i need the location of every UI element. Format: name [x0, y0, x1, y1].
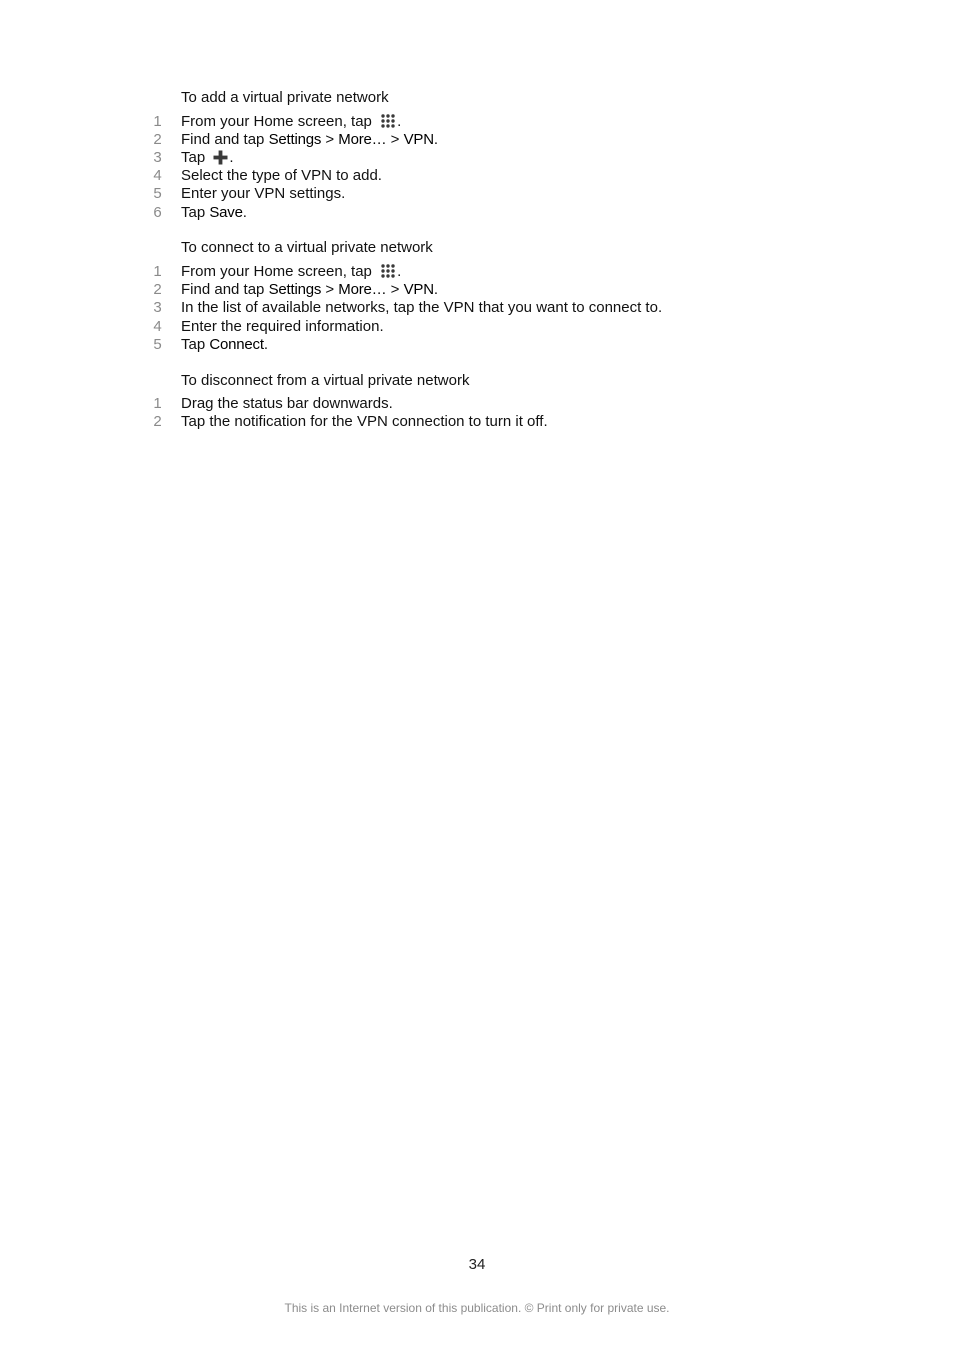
step-number: 3: [153, 149, 162, 166]
step-text: Enter your VPN settings.: [181, 185, 346, 202]
step-text: [181, 149, 234, 167]
footer-note: This is an Internet version of this publication. © Print only for private use.: [284, 1301, 670, 1315]
step-punctuation: .: [242, 204, 247, 221]
step-number: 2: [153, 281, 162, 298]
step-text-part: From your Home screen, tap: [181, 263, 377, 280]
list-item: [0, 263, 954, 281]
page-number: 34: [468, 1256, 486, 1273]
step-text: [181, 204, 247, 222]
step-text: Select the type of VPN to add.: [181, 167, 382, 184]
section-title: To disconnect from a virtual private network: [181, 372, 470, 389]
step-text: [181, 131, 438, 149]
ui-term-vpn: VPN: [403, 281, 434, 298]
apps-grid-icon: [380, 263, 396, 279]
step-text-part: Find and tap: [181, 131, 269, 148]
list-item: [0, 281, 954, 299]
path-separator: >: [386, 281, 404, 298]
step-number: 1: [153, 263, 162, 280]
list-item: [0, 167, 954, 185]
step-number: 2: [153, 131, 162, 148]
ui-term-settings: Settings: [268, 281, 322, 298]
path-separator: >: [386, 131, 404, 148]
step-number: 5: [153, 336, 162, 353]
step-text-part: From your Home screen, tap: [181, 113, 377, 130]
step-punctuation: .: [263, 336, 269, 353]
step-punctuation: .: [397, 113, 402, 130]
step-number: 4: [153, 318, 162, 335]
ui-term-settings: Settings: [268, 131, 322, 148]
step-text: In the list of available networks, tap the VPN that you want to connect to.: [181, 299, 663, 316]
path-separator: >: [321, 131, 339, 148]
list-item: [0, 185, 954, 203]
step-text: [181, 263, 401, 281]
list-item: [0, 413, 954, 431]
step-punctuation: .: [397, 263, 402, 280]
apps-grid-icon: [380, 113, 396, 129]
step-text-part: Tap: [181, 149, 210, 166]
list-item: [0, 395, 954, 413]
step-text: Drag the status bar downwards.: [181, 395, 393, 412]
plus-icon: [213, 150, 228, 165]
step-number: 3: [153, 299, 162, 316]
step-number: 6: [153, 204, 162, 221]
step-text-part: Tap: [181, 204, 210, 221]
list-item: [0, 299, 954, 317]
step-text: Tap the notification for the VPN connection to turn it off.: [181, 413, 548, 430]
ui-term-connect: Connect: [209, 336, 264, 353]
section-title: To add a virtual private network: [181, 89, 389, 106]
list-item: [0, 131, 954, 149]
step-number: 1: [153, 395, 162, 412]
step-text-part: Tap: [181, 336, 210, 353]
step-punctuation: .: [433, 131, 438, 148]
list-item: [0, 336, 954, 354]
step-text: [181, 281, 438, 299]
step-number: 4: [153, 167, 162, 184]
step-text: Enter the required information.: [181, 318, 384, 335]
path-separator: >: [321, 281, 339, 298]
step-number: 2: [153, 413, 162, 430]
step-number: 5: [153, 185, 162, 202]
list-item: [0, 204, 954, 222]
ui-term-more: More…: [338, 131, 387, 148]
list-item: [0, 149, 954, 167]
step-punctuation: .: [229, 149, 234, 166]
ui-term-more: More…: [338, 281, 387, 298]
list-item: [0, 113, 954, 131]
list-item: [0, 318, 954, 336]
ui-term-save: Save: [209, 204, 243, 221]
step-text: [181, 113, 401, 131]
step-text-part: Find and tap: [181, 281, 269, 298]
ui-term-vpn: VPN: [403, 131, 434, 148]
step-number: 1: [153, 113, 162, 130]
section-title: To connect to a virtual private network: [181, 239, 433, 256]
step-text: [181, 336, 268, 354]
step-punctuation: .: [433, 281, 438, 298]
